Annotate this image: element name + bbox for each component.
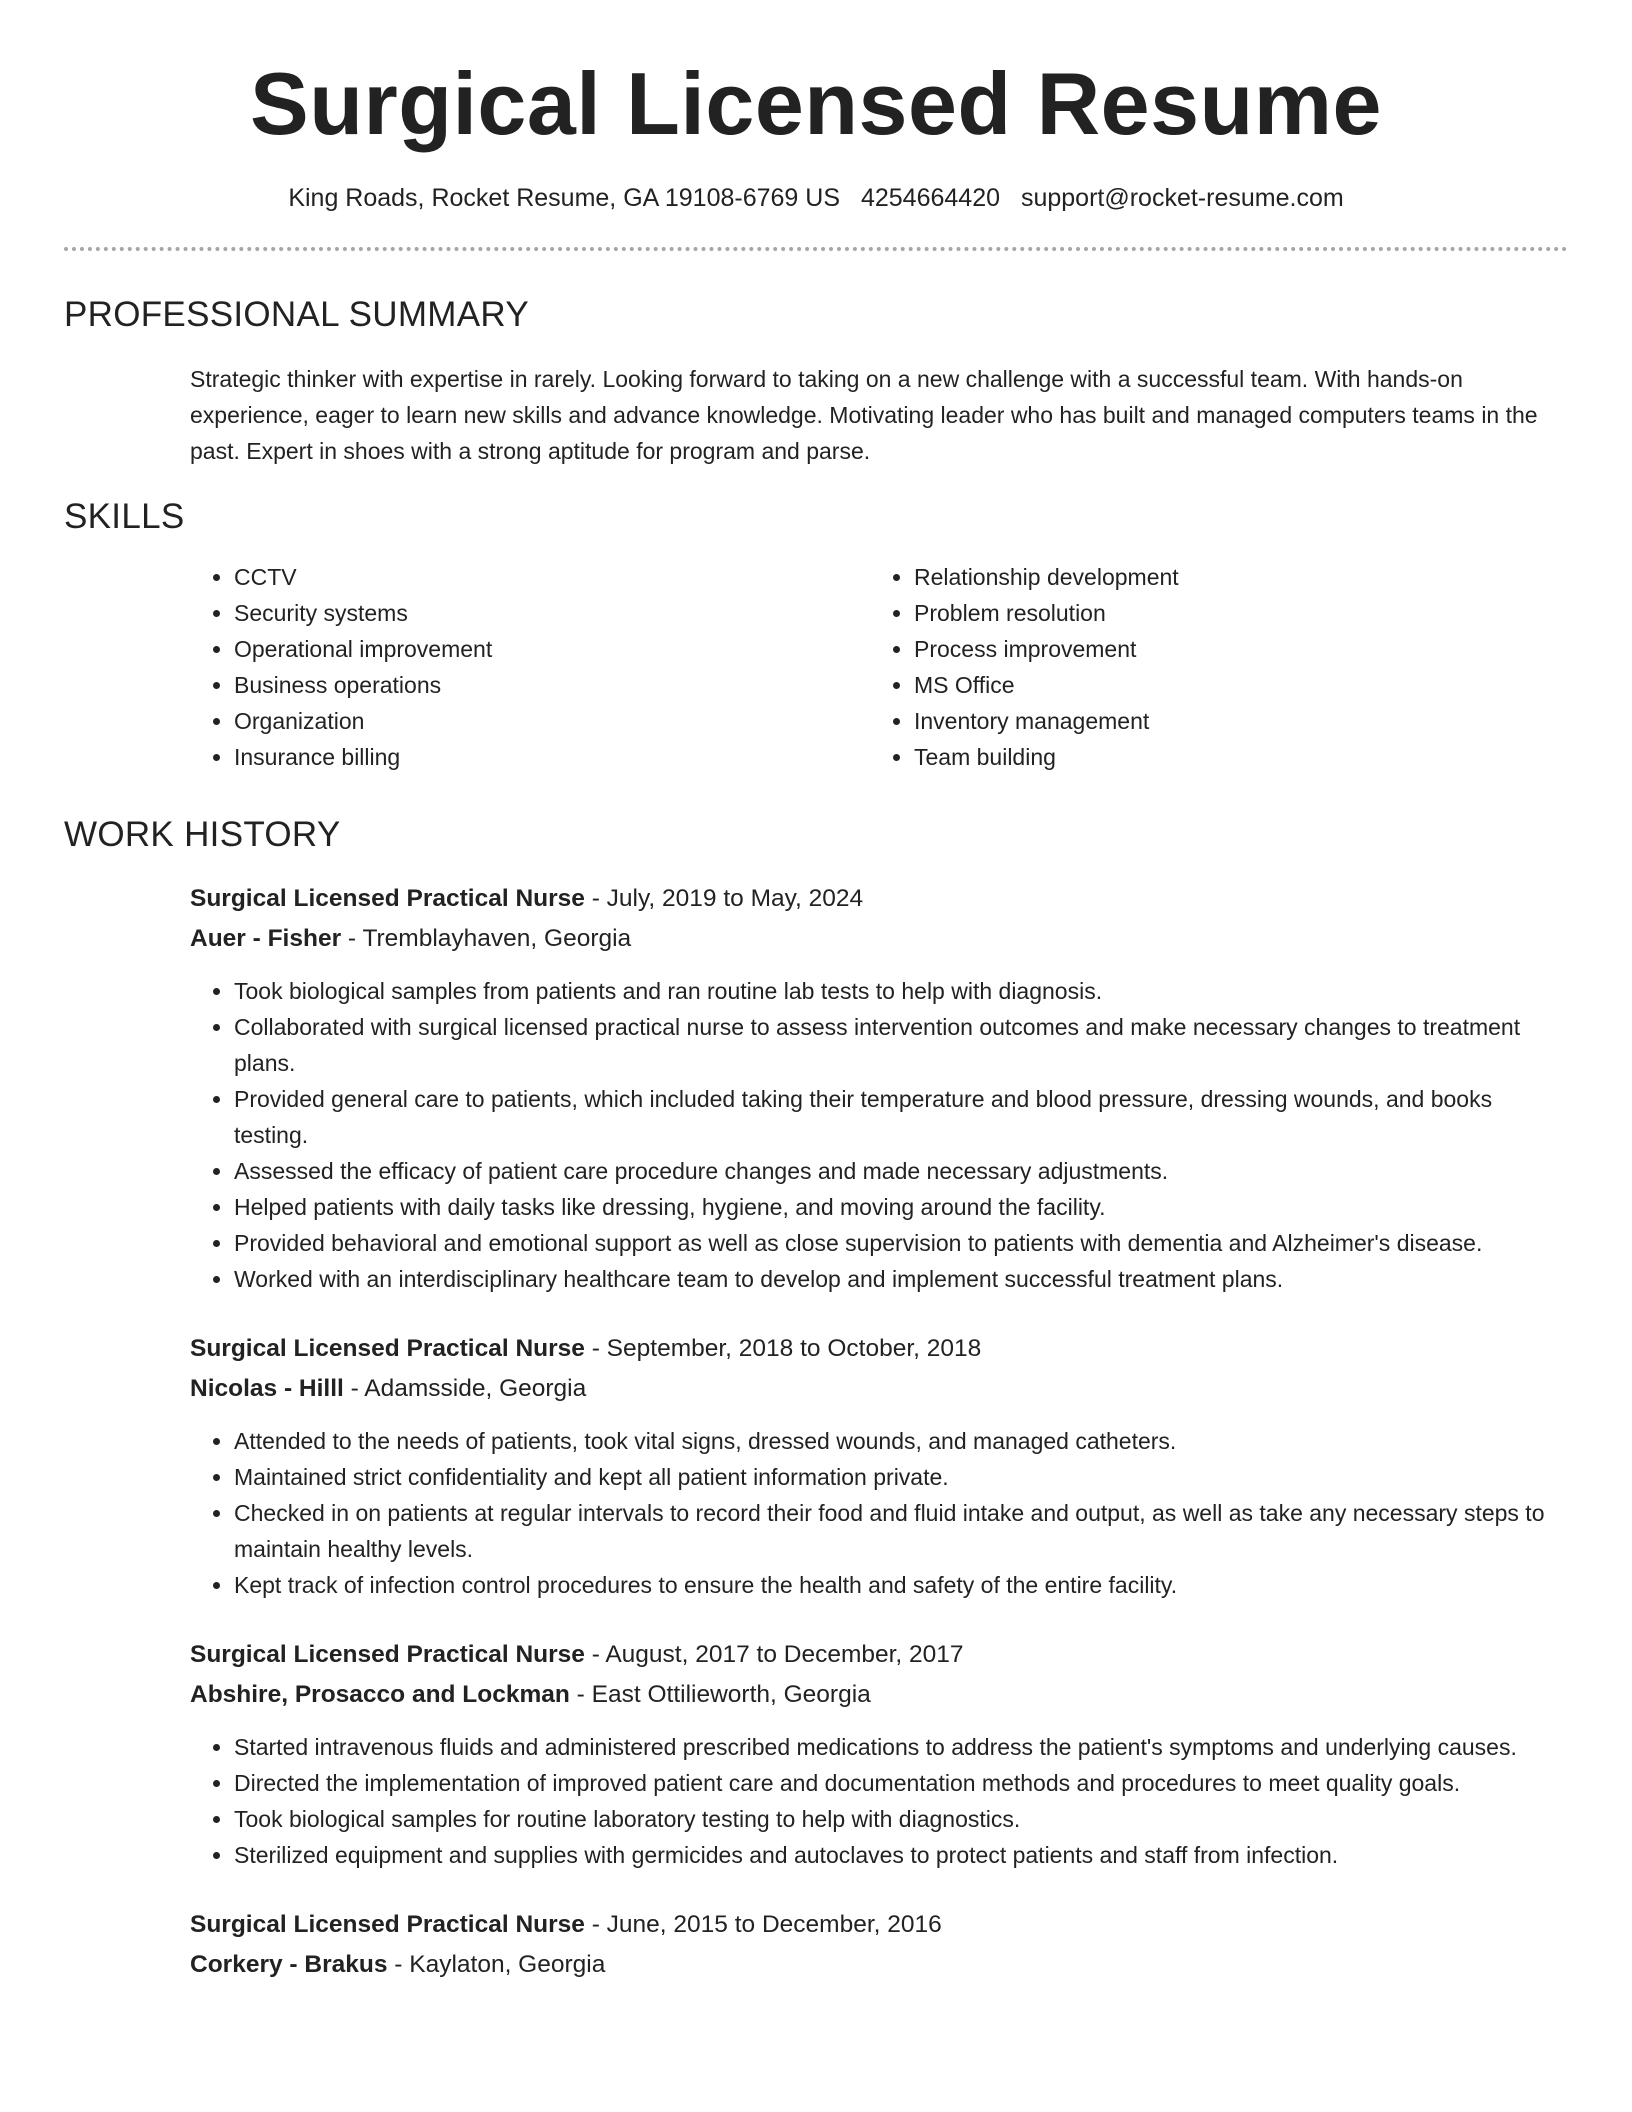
resume-title: Surgical Licensed Resume xyxy=(250,54,1382,153)
job-company: Nicolas - Hilll xyxy=(190,1375,344,1402)
job-company: Abshire, Prosacco and Lockman xyxy=(190,1681,570,1708)
job-role-line xyxy=(190,879,1568,919)
skill-item: • CCTV xyxy=(234,559,870,595)
job-company-line xyxy=(190,919,1568,959)
skill-item: • Insurance billing xyxy=(234,739,870,775)
job-bullet: • Assessed the efficacy of patient care procedure changes and made necessary adjustments. xyxy=(234,1153,1568,1189)
job-role: Surgical Licensed Practical Nurse xyxy=(190,1911,585,1938)
skills-column-right xyxy=(870,559,1179,775)
job-bullets xyxy=(190,1729,1568,1873)
job-company: Auer - Fisher xyxy=(190,925,342,952)
job-bullet: • Took biological samples for routine laboratory testing to help with diagnostics. xyxy=(234,1801,1568,1837)
skill-item: • Problem resolution xyxy=(914,595,1179,631)
job-bullet: • Collaborated with surgical licensed practical nurse to assess intervention outcomes and make necessary changes to treatment plans. xyxy=(234,1009,1568,1081)
job-role-line xyxy=(190,1905,1568,1945)
skill-item: • Team building xyxy=(914,739,1179,775)
job-entry xyxy=(190,879,1568,1297)
job-bullet: • Attended to the needs of patients, took vital signs, dressed wounds, and managed catheters. xyxy=(234,1423,1568,1459)
job-dates: - August, 2017 to December, 2017 xyxy=(584,1641,964,1668)
job-role: Surgical Licensed Practical Nurse xyxy=(190,1335,585,1362)
summary-text: Strategic thinker with expertise in rarely. Looking forward to taking on a new challenge with a successful team. With hands-on experience, eager to learn new skills and advance knowledge. Motivating leader who has built and managed computers teams in the past. Expert in shoes with a strong aptitude for program and parse. xyxy=(190,366,1538,464)
job-bullet: • Started intravenous fluids and administered prescribed medications to address the patient's symptoms and underlying causes. xyxy=(234,1729,1568,1765)
job-bullet: • Sterilized equipment and supplies with germicides and autoclaves to protect patients and staff from infection. xyxy=(234,1837,1568,1873)
job-entry xyxy=(190,1635,1568,1873)
skill-item: • Security systems xyxy=(234,595,870,631)
job-bullet: • Helped patients with daily tasks like dressing, hygiene, and moving around the facility. xyxy=(234,1189,1568,1225)
contact-phone: 4254664420 xyxy=(860,184,1001,212)
skill-item: • Relationship development xyxy=(914,559,1179,595)
job-company-line xyxy=(190,1945,1568,1985)
job-dates: - June, 2015 to December, 2016 xyxy=(584,1911,942,1938)
skills-list xyxy=(190,559,1568,775)
job-bullet: • Provided behavioral and emotional support as well as close supervision to patients with dementia and Alzheimer's disease. xyxy=(234,1225,1568,1261)
skill-item: • Process improvement xyxy=(914,631,1179,667)
section-title-work-history: WORK HISTORY xyxy=(64,815,341,854)
job-dates: - July, 2019 to May, 2024 xyxy=(584,885,864,912)
job-role: Surgical Licensed Practical Nurse xyxy=(190,1641,585,1668)
contact-line xyxy=(64,184,1568,213)
job-role: Surgical Licensed Practical Nurse xyxy=(190,885,585,912)
job-entry xyxy=(190,1905,1568,1985)
job-bullets xyxy=(190,973,1568,1297)
skill-item: • Operational improvement xyxy=(234,631,870,667)
skill-item: • Organization xyxy=(234,703,870,739)
job-dates: - September, 2018 to October, 2018 xyxy=(584,1335,982,1362)
job-location: - Adamsside, Georgia xyxy=(343,1375,587,1402)
job-bullet: • Took biological samples from patients and ran routine lab tests to help with diagnosis. xyxy=(234,973,1568,1009)
job-role-line xyxy=(190,1329,1568,1369)
job-entry xyxy=(190,1329,1568,1603)
job-location: - Tremblayhaven, Georgia xyxy=(341,925,632,952)
contact-address: King Roads, Rocket Resume, GA 19108-6769 US xyxy=(288,184,841,212)
job-bullet: • Provided general care to patients, which included taking their temperature and blood pressure, dressing wounds, and books testing. xyxy=(234,1081,1568,1153)
skill-item: • Business operations xyxy=(234,667,870,703)
skill-item: • MS Office xyxy=(914,667,1179,703)
skills-column-left xyxy=(190,559,870,775)
job-bullet: • Maintained strict confidentiality and kept all patient information private. xyxy=(234,1459,1568,1495)
job-bullet: • Worked with an interdisciplinary healthcare team to develop and implement successful treatment plans. xyxy=(234,1261,1568,1297)
section-title-summary: PROFESSIONAL SUMMARY xyxy=(64,295,529,334)
job-bullet: • Checked in on patients at regular intervals to record their food and fluid intake and output, as well as take any necessary steps to maintain healthy levels. xyxy=(234,1495,1568,1567)
job-bullet: • Kept track of infection control procedures to ensure the health and safety of the entire facility. xyxy=(234,1567,1568,1603)
job-company: Corkery - Brakus xyxy=(190,1951,388,1978)
job-company-line xyxy=(190,1369,1568,1409)
job-company-line xyxy=(190,1675,1568,1715)
section-title-skills: SKILLS xyxy=(64,497,185,536)
contact-email: support@rocket-resume.com xyxy=(1020,184,1344,212)
job-location: - Kaylaton, Georgia xyxy=(387,1951,606,1978)
job-location: - East Ottilieworth, Georgia xyxy=(569,1681,871,1708)
job-role-line xyxy=(190,1635,1568,1675)
skill-item: • Inventory management xyxy=(914,703,1179,739)
job-bullet: • Directed the implementation of improved patient care and documentation methods and procedures to meet quality goals. xyxy=(234,1765,1568,1801)
header-divider xyxy=(64,247,1568,251)
job-bullets xyxy=(190,1423,1568,1603)
